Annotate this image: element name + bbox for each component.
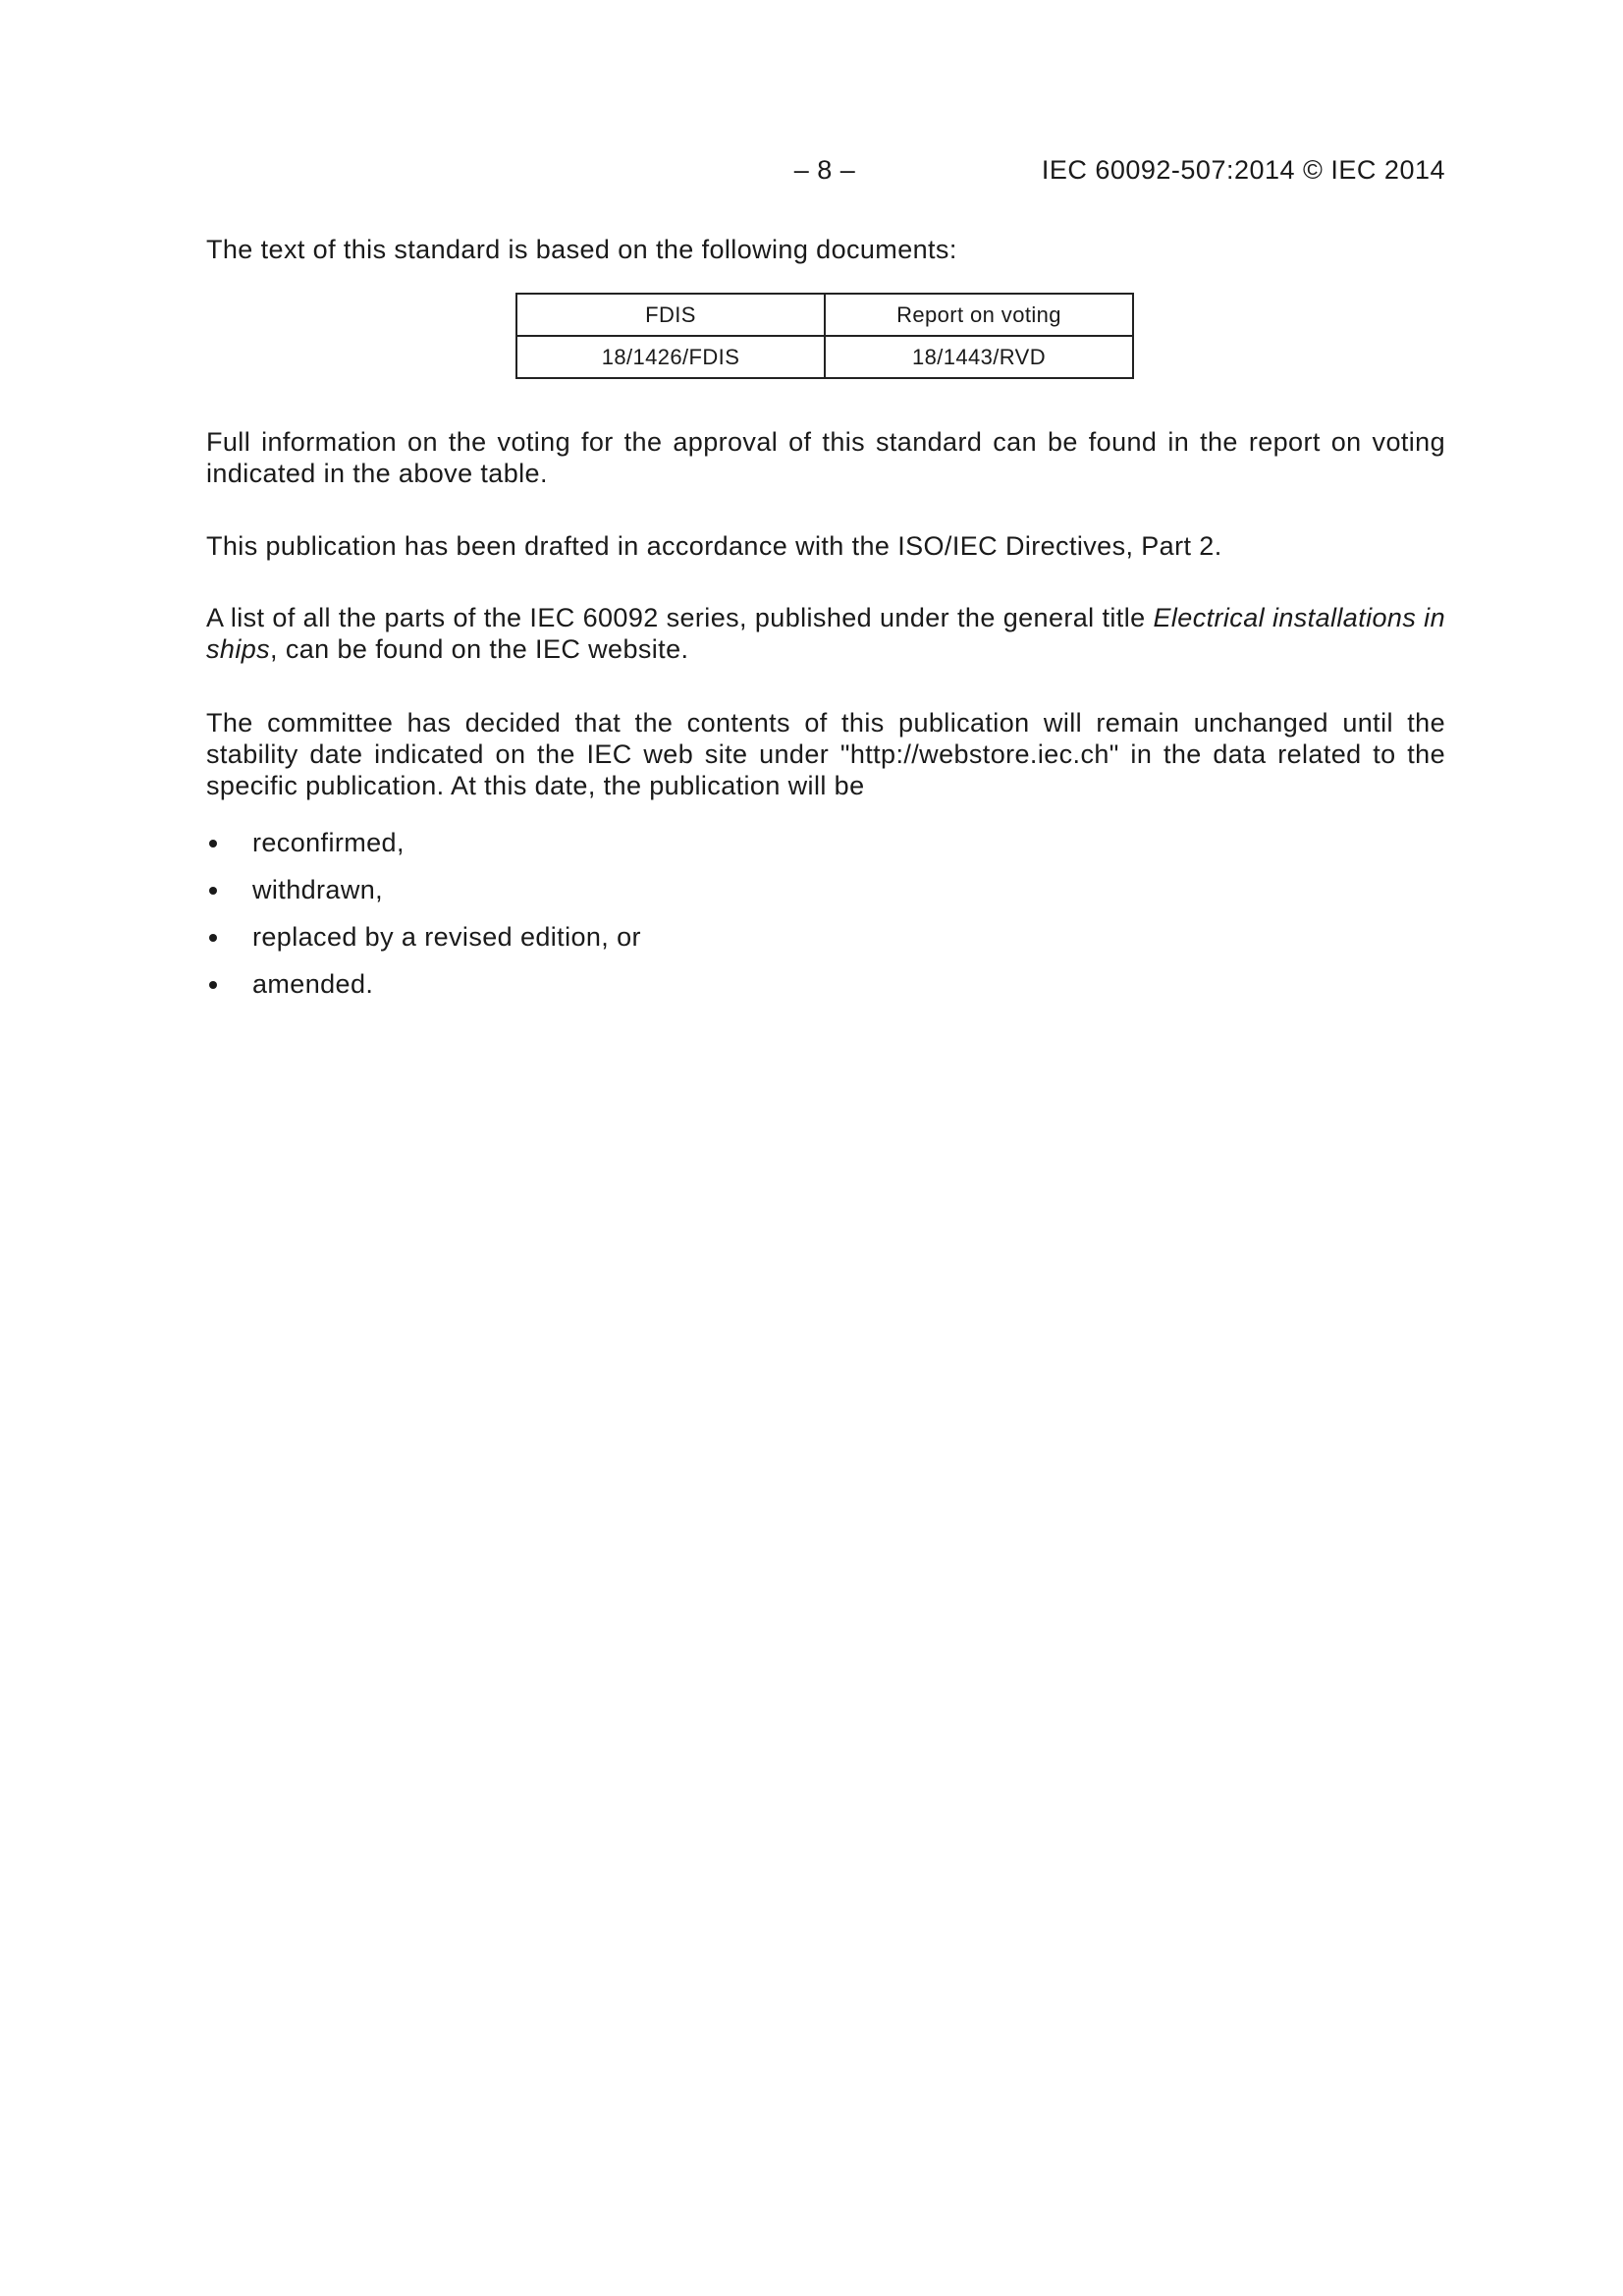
series-list-paragraph	[206, 602, 1445, 665]
documents-table	[515, 293, 1134, 379]
table-cell: 18/1443/RVD	[825, 336, 1133, 378]
series-text-after: , can be found on the IEC website.	[270, 634, 689, 664]
list-item-text: reconfirmed,	[252, 828, 405, 857]
page-number: – 8 –	[793, 155, 856, 185]
list-item-text: replaced by a revised edition, or	[252, 922, 641, 952]
table-header-cell: Report on voting	[825, 294, 1133, 336]
table-row	[516, 336, 1133, 378]
outcome-list	[206, 827, 641, 1015]
voting-info-paragraph: Full information on the voting for the approval of this standard can be found in the report on voting indicated in the above table.	[206, 427, 1445, 488]
list-item	[206, 921, 641, 968]
list-item-text: amended.	[252, 969, 374, 999]
list-item	[206, 827, 641, 874]
committee-paragraph: The committee has decided that the contents of this publication will remain unchanged until the stability date indicated on the IEC web site under "http://webstore.iec.ch" in the data related to the specific publication. At this date, the publication will be	[206, 708, 1445, 800]
series-title: Electrical installations in ships	[206, 603, 1445, 664]
table-header-cell: FDIS	[516, 294, 825, 336]
table-cell: 18/1426/FDIS	[516, 336, 825, 378]
intro-text: The text of this standard is based on the following documents:	[206, 235, 957, 264]
list-item	[206, 874, 641, 921]
table-header-row	[516, 294, 1133, 336]
list-item-text: withdrawn,	[252, 875, 384, 904]
bullet-icon	[209, 934, 217, 942]
document-reference: IEC 60092-507:2014 © IEC 2014	[1041, 155, 1445, 185]
list-item	[206, 968, 641, 1015]
bullet-icon	[209, 887, 217, 895]
bullet-icon	[209, 981, 217, 989]
bullet-icon	[209, 840, 217, 847]
series-text-before: A list of all the parts of the IEC 60092 series, published under the general title	[206, 603, 1154, 632]
directives-paragraph: This publication has been drafted in accordance with the ISO/IEC Directives, Part 2.	[206, 531, 1222, 561]
